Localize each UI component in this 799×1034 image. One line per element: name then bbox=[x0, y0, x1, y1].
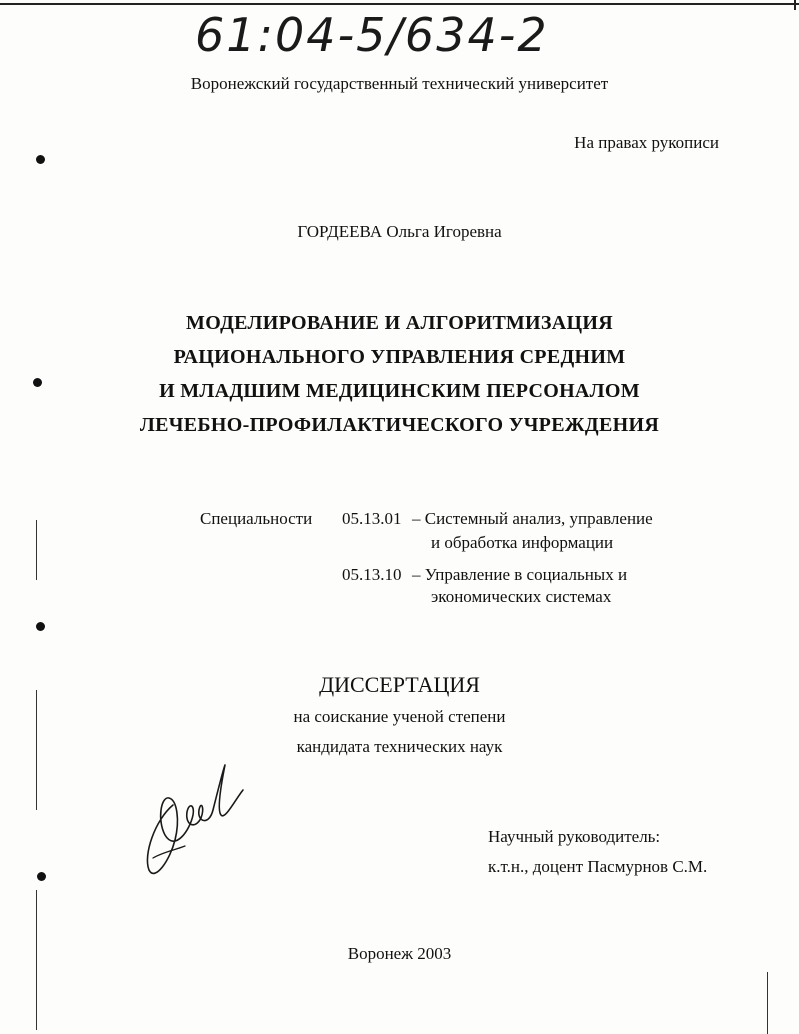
corner-mark bbox=[794, 0, 796, 10]
degree-line: на соискание ученой степени bbox=[293, 707, 506, 726]
specialty-description: – Системный анализ, управление bbox=[412, 509, 653, 528]
degree-line: кандидата технических наук bbox=[296, 737, 503, 756]
supervisor-label: Научный руководитель: bbox=[488, 827, 661, 846]
title-line: МОДЕЛИРОВАНИЕ И АЛГОРИТМИЗАЦИЯ bbox=[186, 312, 613, 334]
binding-hole-mark bbox=[36, 622, 45, 631]
scan-edge-line bbox=[36, 690, 37, 810]
dissertation-heading: ДИССЕРТАЦИЯ bbox=[319, 672, 480, 697]
city-year: Воронеж 2003 bbox=[347, 944, 452, 963]
binding-hole-mark bbox=[37, 872, 46, 881]
scan-edge-line bbox=[36, 520, 37, 580]
top-border-line bbox=[0, 3, 799, 5]
handwritten-archive-code: 61:04-5/634-2 bbox=[195, 8, 549, 62]
title-line: РАЦИОНАЛЬНОГО УПРАВЛЕНИЯ СРЕДНИМ bbox=[173, 346, 626, 368]
specialty-description-cont: и обработка информации bbox=[431, 533, 614, 552]
scan-edge-line bbox=[767, 972, 768, 1034]
university-name: Воронежский государственный технический университет bbox=[190, 74, 609, 93]
author-name: ГОРДЕЕВА Ольга Игоревна bbox=[297, 222, 502, 241]
title-line: ЛЕЧЕБНО-ПРОФИЛАКТИЧЕСКОГО УЧРЕЖДЕНИЯ bbox=[139, 414, 660, 436]
manuscript-rights: На правах рукописи bbox=[574, 133, 719, 152]
specialty-description-cont: экономических системах bbox=[431, 587, 612, 606]
specialty-code: 05.13.10 bbox=[342, 565, 402, 584]
supervisor-name: к.т.н., доцент Пасмурнов С.М. bbox=[488, 857, 708, 876]
dissertation-title bbox=[0, 306, 799, 442]
binding-hole-mark bbox=[36, 155, 45, 164]
specialties-label: Специальности bbox=[200, 509, 313, 528]
scan-edge-line bbox=[36, 890, 37, 1030]
specialty-code: 05.13.01 bbox=[342, 509, 402, 528]
title-line: И МЛАДШИМ МЕДИЦИНСКИМ ПЕРСОНАЛОМ bbox=[159, 380, 640, 402]
binding-hole-mark bbox=[33, 378, 42, 387]
handwritten-signature bbox=[135, 760, 250, 885]
specialty-description: – Управление в социальных и bbox=[412, 565, 628, 584]
